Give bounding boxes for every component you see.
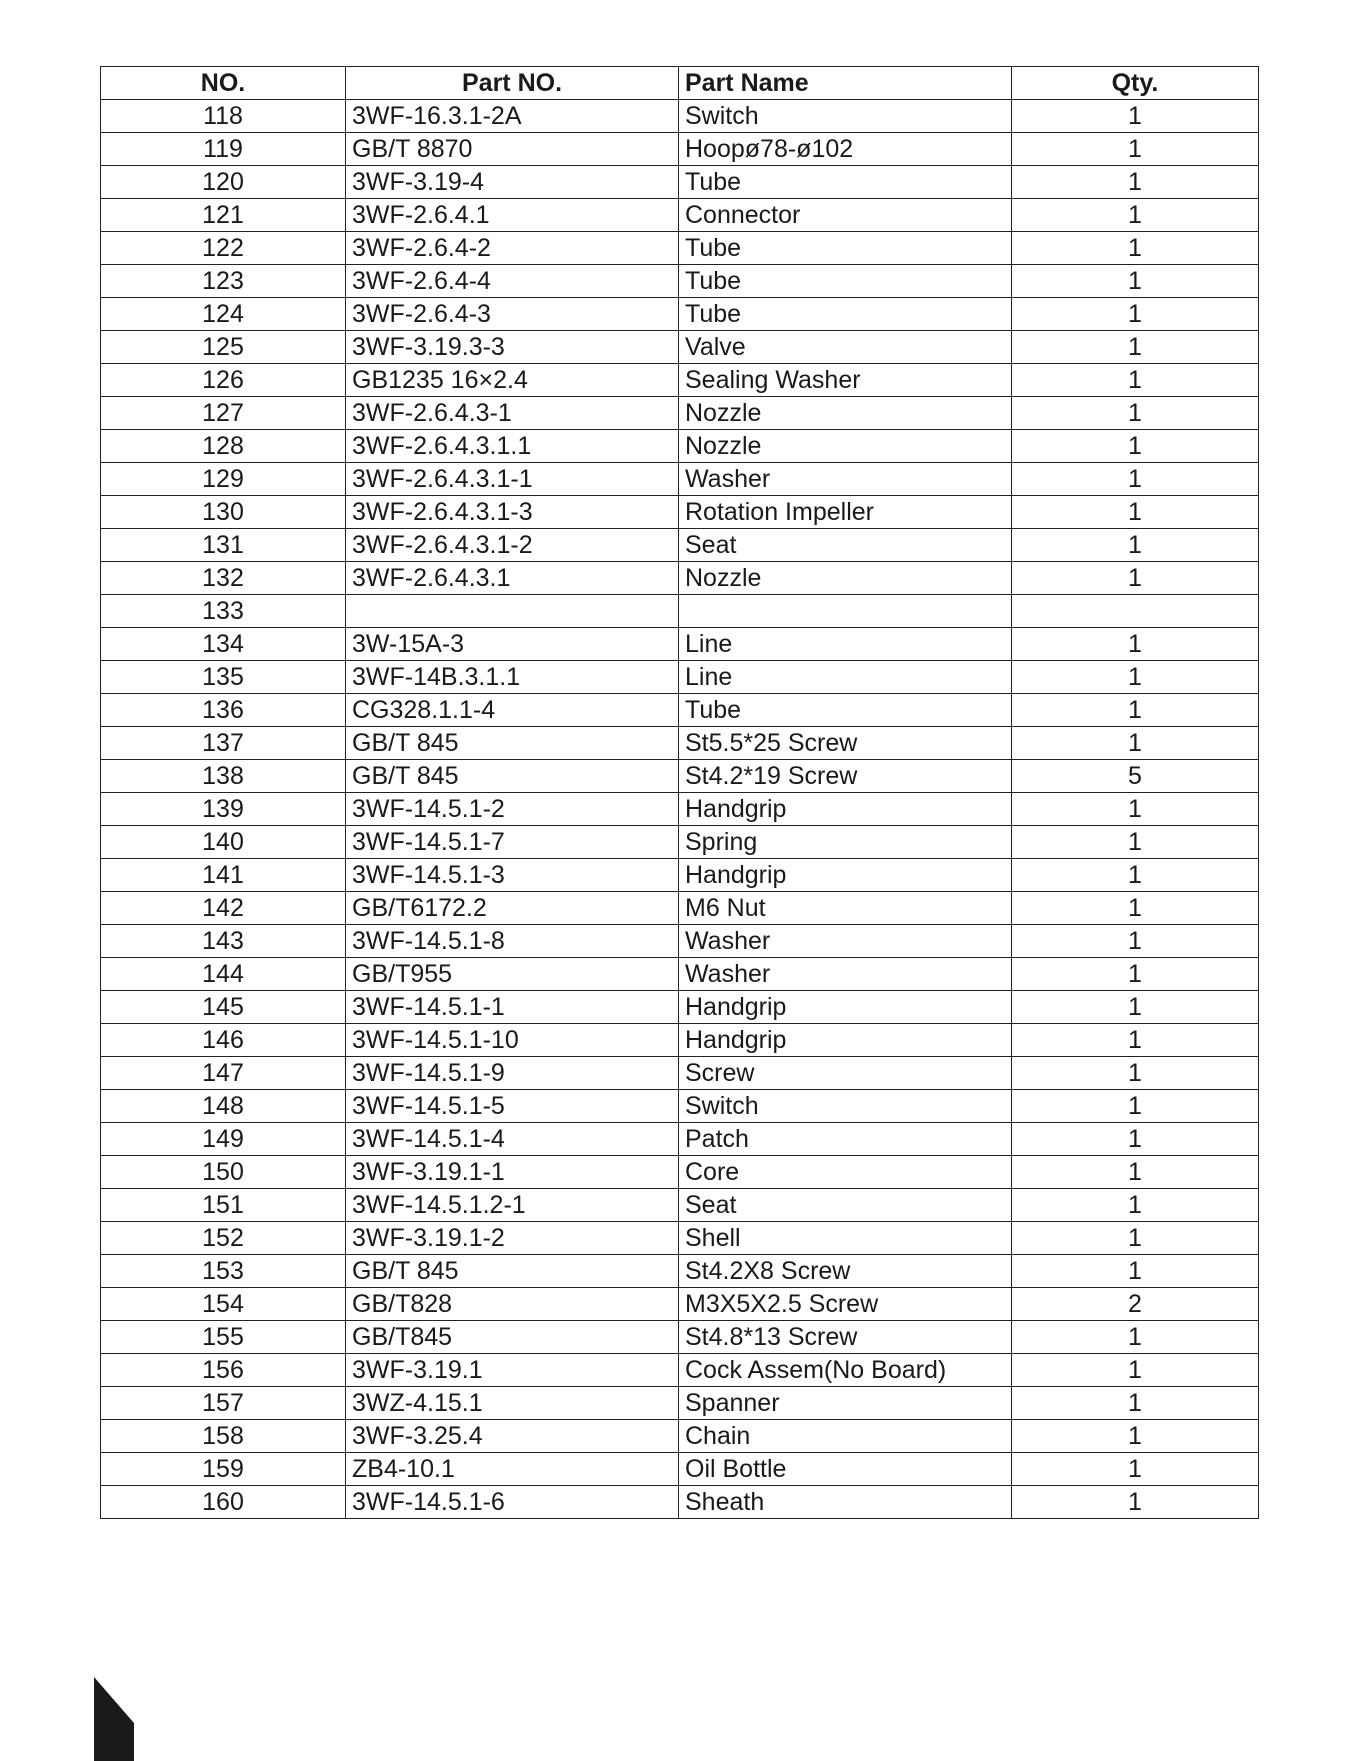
cell-qty: 2	[1012, 1288, 1259, 1321]
cell-part-name: Patch	[679, 1123, 1012, 1156]
cell-part-name: Sealing Washer	[679, 364, 1012, 397]
cell-part-no: 3WF-14.5.1-3	[346, 859, 679, 892]
table-row	[101, 1354, 1259, 1387]
cell-part-name: Spring	[679, 826, 1012, 859]
cell-part-no: GB1235 16×2.4	[346, 364, 679, 397]
cell-qty: 1	[1012, 1486, 1259, 1519]
cell-part-no: 3WF-2.6.4.3.1	[346, 562, 679, 595]
cell-no: 134	[101, 628, 346, 661]
cell-part-name	[679, 595, 1012, 628]
cell-part-name: St4.8*13 Screw	[679, 1321, 1012, 1354]
cell-qty: 1	[1012, 1321, 1259, 1354]
cell-part-name: Handgrip	[679, 1024, 1012, 1057]
table-row	[101, 1123, 1259, 1156]
header-part-name: Part Name	[679, 67, 1012, 100]
cell-part-name: Sheath	[679, 1486, 1012, 1519]
cell-part-no: GB/T 845	[346, 727, 679, 760]
cell-part-name: Seat	[679, 1189, 1012, 1222]
table-header	[101, 67, 1259, 100]
cell-no: 139	[101, 793, 346, 826]
cell-qty: 5	[1012, 760, 1259, 793]
cell-part-no: 3WF-2.6.4-2	[346, 232, 679, 265]
cell-part-name: St4.2X8 Screw	[679, 1255, 1012, 1288]
cell-part-no: 3WF-14B.3.1.1	[346, 661, 679, 694]
cell-part-no: 3WF-14.5.1-5	[346, 1090, 679, 1123]
cell-part-no: 3WF-14.5.1.2-1	[346, 1189, 679, 1222]
cell-no: 124	[101, 298, 346, 331]
cell-no: 142	[101, 892, 346, 925]
cell-qty: 1	[1012, 1156, 1259, 1189]
cell-part-no: 3WF-14.5.1-4	[346, 1123, 679, 1156]
cell-part-no: 3WZ-4.15.1	[346, 1387, 679, 1420]
table-body	[101, 100, 1259, 1519]
cell-qty	[1012, 595, 1259, 628]
cell-qty: 1	[1012, 793, 1259, 826]
cell-no: 159	[101, 1453, 346, 1486]
table-row	[101, 1486, 1259, 1519]
cell-no: 148	[101, 1090, 346, 1123]
corner-triangle-shape	[94, 1677, 134, 1761]
cell-qty: 1	[1012, 991, 1259, 1024]
header-row	[101, 67, 1259, 100]
table-row	[101, 1321, 1259, 1354]
cell-part-no: 3WF-14.5.1-2	[346, 793, 679, 826]
cell-no: 140	[101, 826, 346, 859]
cell-part-name: Shell	[679, 1222, 1012, 1255]
cell-part-no: 3WF-3.19-4	[346, 166, 679, 199]
cell-part-no: 3W-15A-3	[346, 628, 679, 661]
cell-part-name: Switch	[679, 1090, 1012, 1123]
cell-part-name: M3X5X2.5 Screw	[679, 1288, 1012, 1321]
cell-qty: 1	[1012, 529, 1259, 562]
cell-qty: 1	[1012, 1255, 1259, 1288]
cell-part-no: 3WF-14.5.1-6	[346, 1486, 679, 1519]
cell-part-name: Handgrip	[679, 859, 1012, 892]
cell-part-name: M6 Nut	[679, 892, 1012, 925]
cell-part-name: Cock Assem(No Board)	[679, 1354, 1012, 1387]
cell-qty: 1	[1012, 1057, 1259, 1090]
table-row	[101, 595, 1259, 628]
cell-part-no: 3WF-3.19.1	[346, 1354, 679, 1387]
table-row	[101, 628, 1259, 661]
table-row	[101, 529, 1259, 562]
cell-qty: 1	[1012, 892, 1259, 925]
table-row	[101, 1387, 1259, 1420]
cell-part-name: St4.2*19 Screw	[679, 760, 1012, 793]
table-row	[101, 331, 1259, 364]
cell-part-no: 3WF-3.19.1-2	[346, 1222, 679, 1255]
table-row	[101, 694, 1259, 727]
cell-part-no: ZB4-10.1	[346, 1453, 679, 1486]
cell-qty: 1	[1012, 661, 1259, 694]
cell-part-no: 3WF-3.25.4	[346, 1420, 679, 1453]
cell-qty: 1	[1012, 1024, 1259, 1057]
cell-no: 128	[101, 430, 346, 463]
cell-qty: 1	[1012, 496, 1259, 529]
cell-qty: 1	[1012, 1420, 1259, 1453]
cell-part-no: GB/T6172.2	[346, 892, 679, 925]
cell-no: 122	[101, 232, 346, 265]
table-row	[101, 1222, 1259, 1255]
cell-qty: 1	[1012, 397, 1259, 430]
cell-no: 141	[101, 859, 346, 892]
cell-part-name: Switch	[679, 100, 1012, 133]
cell-qty: 1	[1012, 1453, 1259, 1486]
cell-qty: 1	[1012, 232, 1259, 265]
cell-part-no: 3WF-2.6.4.3.1-1	[346, 463, 679, 496]
cell-part-no: 3WF-3.19.1-1	[346, 1156, 679, 1189]
table-row	[101, 958, 1259, 991]
table-row	[101, 661, 1259, 694]
table-row	[101, 1288, 1259, 1321]
cell-no: 155	[101, 1321, 346, 1354]
cell-part-name: Chain	[679, 1420, 1012, 1453]
cell-no: 118	[101, 100, 346, 133]
cell-no: 123	[101, 265, 346, 298]
cell-part-name: Tube	[679, 232, 1012, 265]
cell-no: 121	[101, 199, 346, 232]
table-row	[101, 1090, 1259, 1123]
table-row	[101, 265, 1259, 298]
cell-no: 143	[101, 925, 346, 958]
cell-no: 135	[101, 661, 346, 694]
cell-part-name: Oil Bottle	[679, 1453, 1012, 1486]
cell-no: 127	[101, 397, 346, 430]
cell-part-name: Washer	[679, 463, 1012, 496]
table-row	[101, 1255, 1259, 1288]
table-row	[101, 1420, 1259, 1453]
cell-qty: 1	[1012, 826, 1259, 859]
table-row	[101, 892, 1259, 925]
table-row	[101, 1156, 1259, 1189]
cell-part-name: Tube	[679, 265, 1012, 298]
header-qty: Qty.	[1012, 67, 1259, 100]
cell-qty: 1	[1012, 1090, 1259, 1123]
cell-qty: 1	[1012, 100, 1259, 133]
cell-part-name: Nozzle	[679, 430, 1012, 463]
cell-qty: 1	[1012, 133, 1259, 166]
cell-no: 158	[101, 1420, 346, 1453]
cell-part-name: Line	[679, 628, 1012, 661]
cell-part-name: Washer	[679, 925, 1012, 958]
table-row	[101, 760, 1259, 793]
cell-part-no: 3WF-2.6.4.3.1.1	[346, 430, 679, 463]
cell-part-name: Nozzle	[679, 397, 1012, 430]
cell-qty: 1	[1012, 628, 1259, 661]
table-row	[101, 793, 1259, 826]
table-row	[101, 727, 1259, 760]
cell-no: 126	[101, 364, 346, 397]
cell-part-name: Handgrip	[679, 793, 1012, 826]
cell-no: 156	[101, 1354, 346, 1387]
table-row	[101, 199, 1259, 232]
cell-part-name: Washer	[679, 958, 1012, 991]
cell-part-name: Handgrip	[679, 991, 1012, 1024]
cell-no: 137	[101, 727, 346, 760]
cell-no: 157	[101, 1387, 346, 1420]
cell-qty: 1	[1012, 199, 1259, 232]
cell-no: 144	[101, 958, 346, 991]
cell-part-no: GB/T 8870	[346, 133, 679, 166]
header-no: NO.	[101, 67, 346, 100]
cell-no: 160	[101, 1486, 346, 1519]
cell-part-no: 3WF-14.5.1-1	[346, 991, 679, 1024]
table-row	[101, 859, 1259, 892]
cell-part-no: GB/T 845	[346, 760, 679, 793]
cell-part-name: Valve	[679, 331, 1012, 364]
cell-part-name: Tube	[679, 694, 1012, 727]
header-part-no: Part NO.	[346, 67, 679, 100]
cell-no: 133	[101, 595, 346, 628]
cell-part-name: Connector	[679, 199, 1012, 232]
cell-no: 151	[101, 1189, 346, 1222]
cell-qty: 1	[1012, 364, 1259, 397]
cell-no: 131	[101, 529, 346, 562]
table-row	[101, 133, 1259, 166]
cell-no: 149	[101, 1123, 346, 1156]
cell-no: 138	[101, 760, 346, 793]
cell-part-no: 3WF-14.5.1-7	[346, 826, 679, 859]
cell-qty: 1	[1012, 694, 1259, 727]
cell-qty: 1	[1012, 1123, 1259, 1156]
cell-qty: 1	[1012, 1354, 1259, 1387]
table-row	[101, 991, 1259, 1024]
page-corner-mark	[94, 1677, 134, 1761]
table-row	[101, 166, 1259, 199]
cell-part-name: Core	[679, 1156, 1012, 1189]
cell-part-no: 3WF-2.6.4-4	[346, 265, 679, 298]
cell-no: 130	[101, 496, 346, 529]
cell-part-name: Screw	[679, 1057, 1012, 1090]
cell-part-name: Spanner	[679, 1387, 1012, 1420]
table-row	[101, 463, 1259, 496]
cell-part-no: 3WF-2.6.4.3.1-2	[346, 529, 679, 562]
table-row	[101, 397, 1259, 430]
cell-no: 132	[101, 562, 346, 595]
cell-qty: 1	[1012, 298, 1259, 331]
cell-part-no: 3WF-14.5.1-9	[346, 1057, 679, 1090]
cell-qty: 1	[1012, 727, 1259, 760]
table-row	[101, 826, 1259, 859]
cell-part-no: 3WF-16.3.1-2A	[346, 100, 679, 133]
cell-no: 150	[101, 1156, 346, 1189]
table-row	[101, 1057, 1259, 1090]
cell-part-name: Tube	[679, 298, 1012, 331]
cell-no: 125	[101, 331, 346, 364]
cell-part-name: Seat	[679, 529, 1012, 562]
table-row	[101, 1189, 1259, 1222]
cell-part-name: Rotation Impeller	[679, 496, 1012, 529]
table-row	[101, 496, 1259, 529]
cell-part-no: 3WF-2.6.4.3-1	[346, 397, 679, 430]
cell-no: 129	[101, 463, 346, 496]
cell-part-no: GB/T 845	[346, 1255, 679, 1288]
cell-no: 146	[101, 1024, 346, 1057]
cell-qty: 1	[1012, 331, 1259, 364]
cell-part-name: Line	[679, 661, 1012, 694]
cell-part-no: GB/T845	[346, 1321, 679, 1354]
table-row	[101, 1453, 1259, 1486]
table-row	[101, 925, 1259, 958]
cell-part-name: Nozzle	[679, 562, 1012, 595]
cell-part-no	[346, 595, 679, 628]
table-row	[101, 562, 1259, 595]
table-row	[101, 1024, 1259, 1057]
cell-part-no: GB/T955	[346, 958, 679, 991]
parts-list-table	[100, 66, 1259, 1519]
cell-part-no: 3WF-2.6.4.1	[346, 199, 679, 232]
cell-part-no: 3WF-3.19.3-3	[346, 331, 679, 364]
cell-part-no: 3WF-2.6.4-3	[346, 298, 679, 331]
table-row	[101, 232, 1259, 265]
cell-part-name: St5.5*25 Screw	[679, 727, 1012, 760]
cell-no: 120	[101, 166, 346, 199]
cell-part-no: CG328.1.1-4	[346, 694, 679, 727]
table-row	[101, 364, 1259, 397]
cell-part-name: Tube	[679, 166, 1012, 199]
cell-qty: 1	[1012, 859, 1259, 892]
table-row	[101, 430, 1259, 463]
table-row	[101, 298, 1259, 331]
cell-part-no: 3WF-2.6.4.3.1-3	[346, 496, 679, 529]
cell-qty: 1	[1012, 1189, 1259, 1222]
cell-no: 136	[101, 694, 346, 727]
cell-no: 154	[101, 1288, 346, 1321]
cell-no: 119	[101, 133, 346, 166]
cell-qty: 1	[1012, 925, 1259, 958]
cell-qty: 1	[1012, 1387, 1259, 1420]
cell-qty: 1	[1012, 166, 1259, 199]
cell-qty: 1	[1012, 430, 1259, 463]
cell-part-no: GB/T828	[346, 1288, 679, 1321]
cell-part-no: 3WF-14.5.1-8	[346, 925, 679, 958]
cell-part-name: Hoopø78-ø102	[679, 133, 1012, 166]
cell-qty: 1	[1012, 958, 1259, 991]
cell-no: 145	[101, 991, 346, 1024]
cell-qty: 1	[1012, 463, 1259, 496]
cell-qty: 1	[1012, 265, 1259, 298]
cell-part-no: 3WF-14.5.1-10	[346, 1024, 679, 1057]
table-row	[101, 100, 1259, 133]
cell-no: 153	[101, 1255, 346, 1288]
cell-qty: 1	[1012, 1222, 1259, 1255]
cell-no: 152	[101, 1222, 346, 1255]
cell-no: 147	[101, 1057, 346, 1090]
cell-qty: 1	[1012, 562, 1259, 595]
